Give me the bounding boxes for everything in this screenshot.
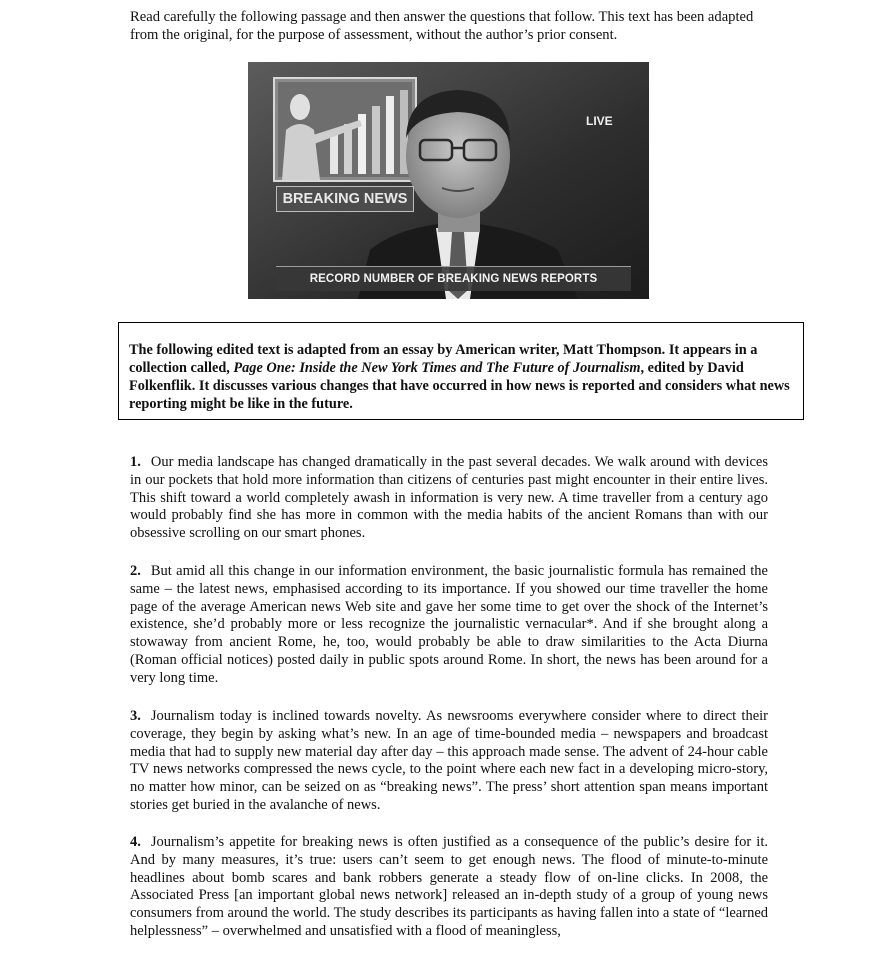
paragraph-text: Journalism’s appetite for breaking news is often justified as a consequence of the public’s desire for it. And by many measures, it’s true: users can’t seem to get enough news. The flood of minute-to-minute headlines about bomb scares and bank robbers generate a steady flow of on-line clicks. In 2008, the Associated Press [an important global news network] released an in-depth study of a group of young news consumers from around the world. The study describes its participants as having fallen into a state of “learned helplessness” – overwhelmed and unsatisfied with a flood of meaningless, [130,834,768,939]
paragraph-text: Our media landscape has changed dramatically in the past several decades. We walk around with devices in our pockets that hold more information than citizens of centuries past might encounter in their entire lives. This shift toward a world completely awash in information is very new. A time traveller from a century ago would probably find she has more in common with the media habits of the ancient Romans than with our obsessive scrolling on our smart phones. [130,454,768,542]
source-note-text-end: , edited by David Folkenflik. It discusses various changes that have occurred in how news is reported and considers what news reporting might be like in the future. [129,360,790,412]
broadcast-scene-illustration [248,62,649,299]
news-broadcast-image [248,62,649,299]
paragraph-number: 3. [130,708,141,724]
intro-instructions: Read carefully the following passage and then answer the questions that follow. This text has been adapted from the original, for the purpose of assessment, without the author’s prior consent. [130,9,754,43]
paragraph-4 [130,834,768,941]
paragraph-text: But amid all this change in our information environment, the basic journalistic formula has remained the same – the latest news, emphasised according to its importance. If you showed our time traveller the home page of the average American news Web site and gave her some time to get over the shock of the Internet’s existence, she’d probably more or less recognize the journalistic vernacular*. And if she brought along a stowaway from ancient Rome, he, too, would probably be able to draw similarities to the Acta Diurna (Roman official notices) posted daily in public spots around Rome. In short, the news has been around for a very long time. [130,563,768,686]
paragraph-number: 2. [130,563,141,579]
news-ticker: RECORD NUMBER OF BREAKING NEWS REPORTS [276,266,631,291]
source-note-text: The following edited text is adapted from an essay by American writer, Matt Thompson. It appears in a collection called, [129,342,758,376]
paragraph-1 [130,454,768,543]
paragraph-3 [130,708,768,815]
book-title: Page One: Inside the New York Times and The Future of Journalism [233,360,641,376]
paragraph-2 [130,563,768,688]
paragraph-number: 4. [130,834,141,850]
source-note-box [118,322,804,420]
paragraph-text: Journalism today is inclined towards novelty. As newsrooms everywhere consider where to direct their coverage, they begin by asking what’s new. In an age of time-bounded media – newspapers and broadcast media that had to supply new material day after day – this approach made sense. The advent of 24-hour cable TV news networks compressed the news cycle, to the point where each new fact in a developing micro-story, no matter how minor, can be seized on as “breaking news”. The press’ short attention span means important stories get buried in the avalanche of news. [130,708,768,813]
breaking-news-label: BREAKING NEWS [276,186,414,212]
live-badge: LIVE [586,114,613,128]
paragraph-number: 1. [130,454,141,470]
